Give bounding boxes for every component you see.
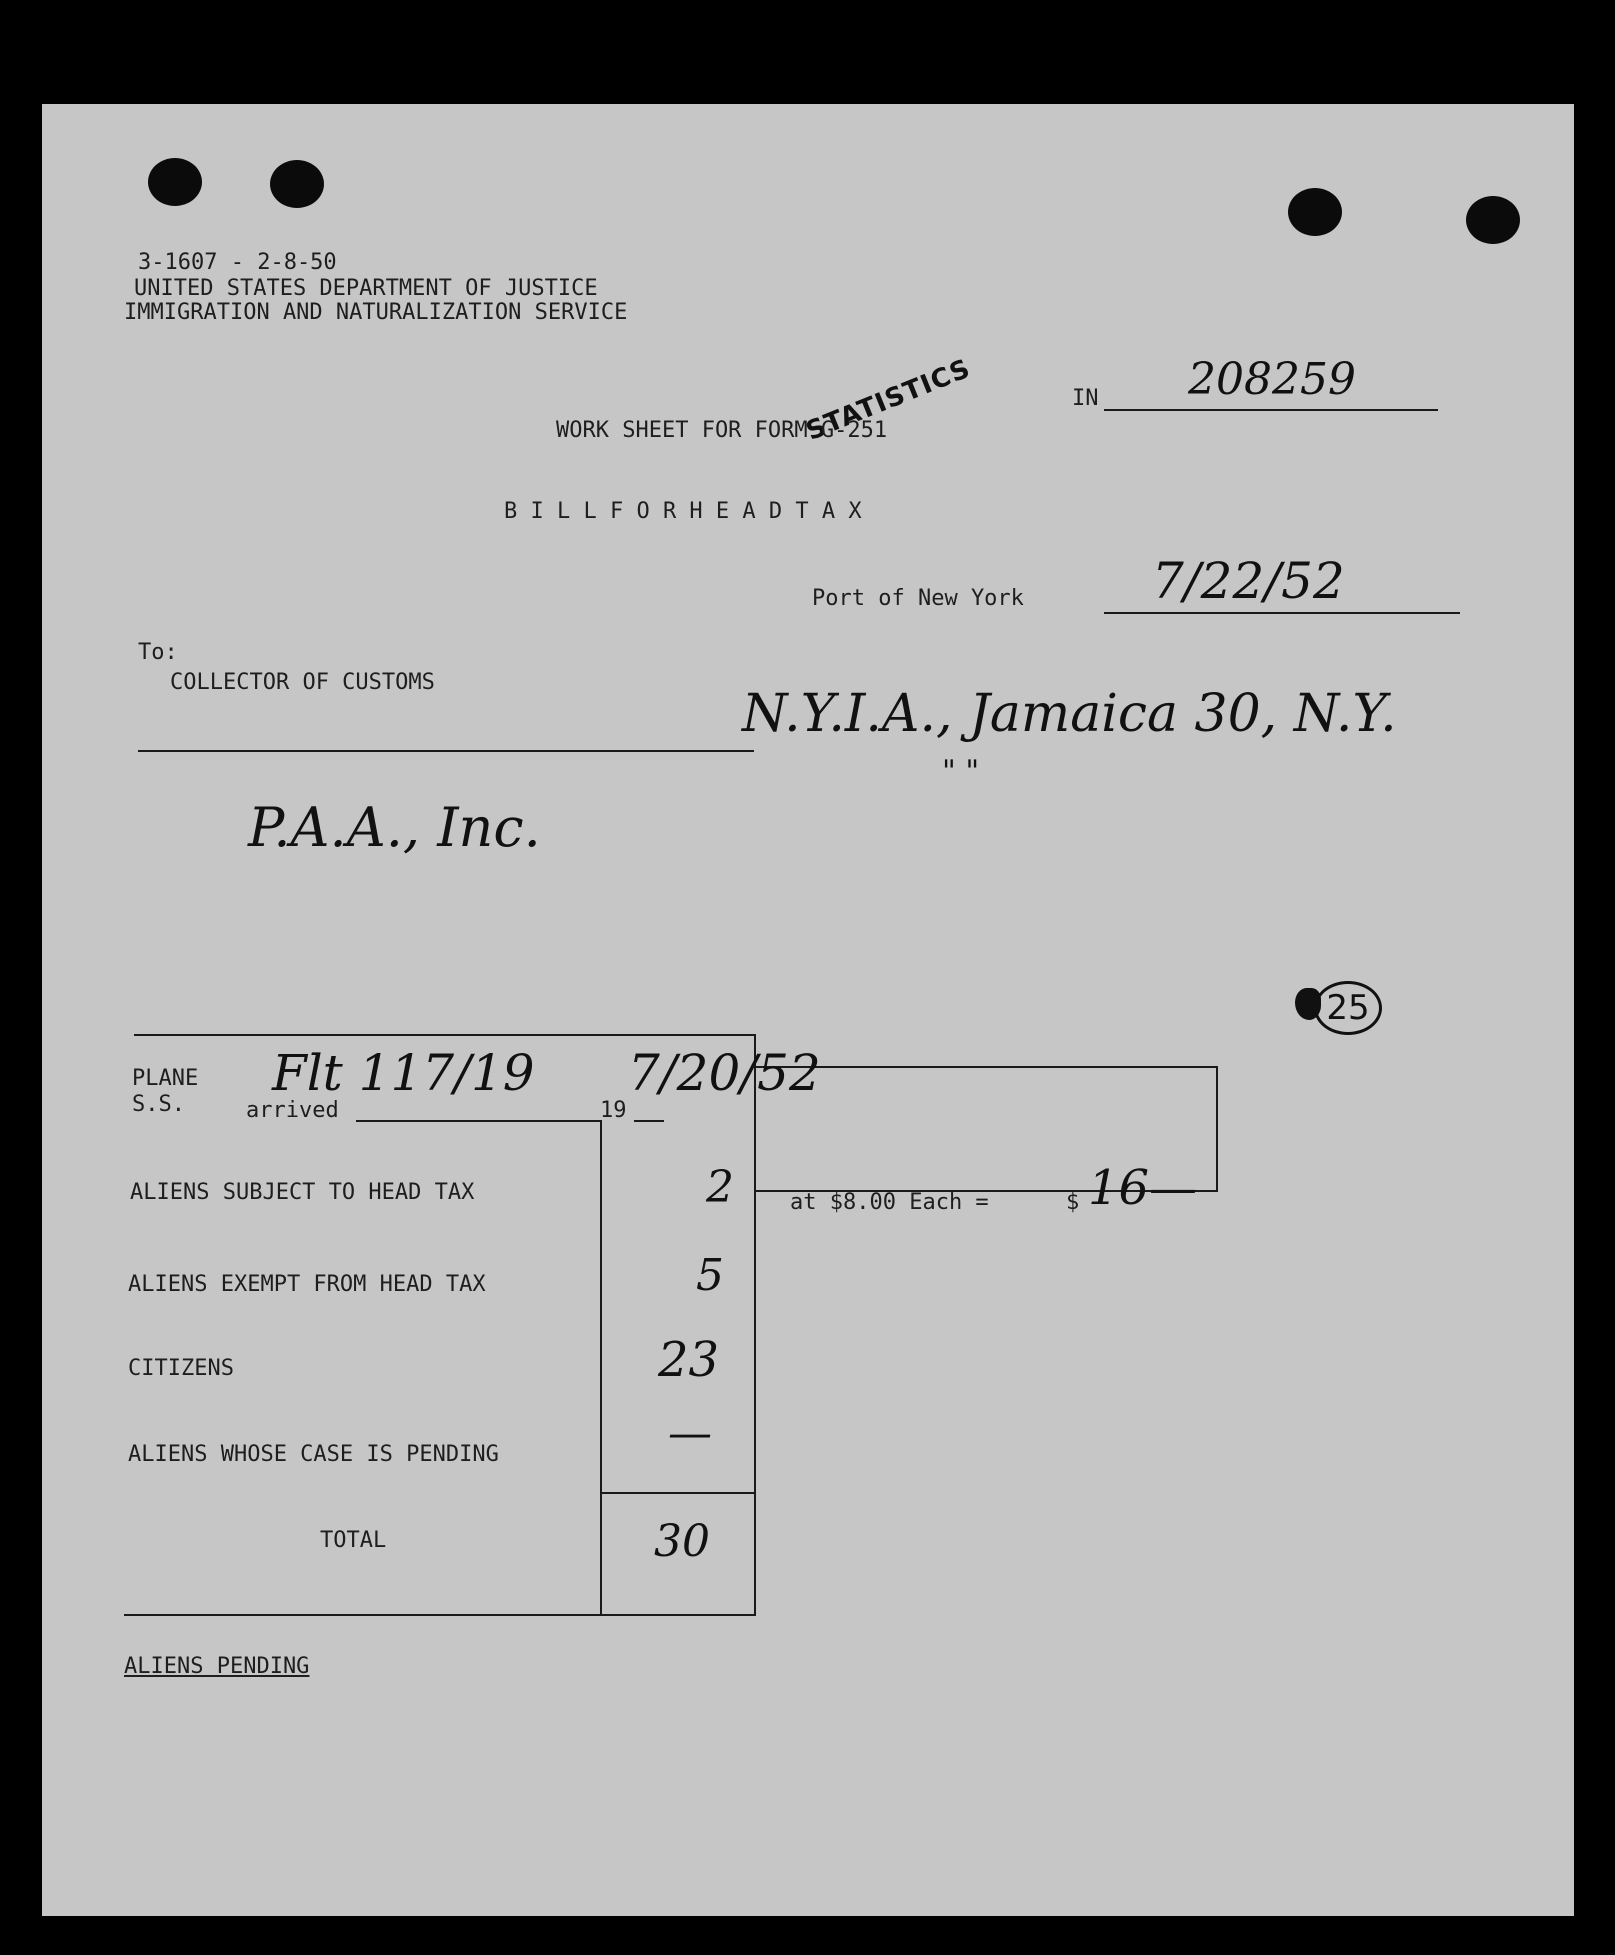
in-number-underline xyxy=(1104,409,1438,411)
rate-text: at $8.00 Each = xyxy=(790,1190,989,1215)
year-prefix: 19 xyxy=(600,1098,627,1123)
form-number: 3-1607 - 2-8-50 xyxy=(138,250,337,275)
punch-hole-2 xyxy=(270,160,324,208)
row-label-citizens: CITIZENS xyxy=(128,1356,234,1381)
in-label: IN xyxy=(1072,386,1099,411)
rate-box-right xyxy=(1216,1066,1218,1192)
ss-label: S.S. xyxy=(132,1092,185,1117)
table-bottom-rule xyxy=(124,1614,756,1616)
row-value-aliens-exempt: 5 xyxy=(696,1250,724,1301)
amount-prefix: $ xyxy=(1066,1190,1080,1215)
circled-number: 25 xyxy=(1314,981,1382,1035)
row-value-citizens: 23 xyxy=(658,1332,720,1388)
table-right-border xyxy=(754,1034,756,1616)
punch-hole-3 xyxy=(1288,188,1342,236)
row-value-aliens-pending-case: — xyxy=(668,1408,712,1459)
rate-box-top xyxy=(754,1066,1218,1068)
row-label-aliens-exempt: ALIENS EXEMPT FROM HEAD TAX xyxy=(128,1272,486,1297)
statistics-stamp: STATISTICS xyxy=(802,353,975,447)
plane-label: PLANE xyxy=(132,1066,199,1091)
port-label: Port of New York xyxy=(812,586,1024,611)
worksheet-title: WORK SHEET FOR FORM G-251 xyxy=(556,418,888,443)
arrived-underline xyxy=(356,1120,600,1122)
aliens-pending-label: ALIENS PENDING xyxy=(124,1654,310,1679)
document-page xyxy=(42,104,1574,1916)
port-date: 7/22/52 xyxy=(1152,552,1345,610)
in-number: 208259 xyxy=(1188,354,1356,405)
table-top-rule xyxy=(134,1034,756,1036)
total-value: 30 xyxy=(654,1516,710,1567)
values-column-left-border xyxy=(600,1120,602,1616)
recipient-underline xyxy=(138,750,754,752)
amount-value: 16— xyxy=(1088,1160,1198,1216)
address-handwritten: N.Y.I.A., Jamaica 30, N.Y. xyxy=(742,684,1397,744)
flight-handwritten: Flt 117/19 xyxy=(272,1044,535,1102)
arrival-date-handwritten: 7/20/52 xyxy=(628,1044,821,1102)
port-date-underline xyxy=(1104,612,1460,614)
company-handwritten: P.A.A., Inc. xyxy=(248,796,541,859)
total-label: TOTAL xyxy=(320,1528,387,1553)
row-label-aliens-subject: ALIENS SUBJECT TO HEAD TAX xyxy=(130,1180,475,1205)
punch-hole-4 xyxy=(1466,196,1520,244)
row-value-aliens-subject: 2 xyxy=(706,1162,734,1213)
ditto-marks: " " xyxy=(942,754,980,789)
arrived-label: arrived xyxy=(246,1098,339,1123)
bill-title: B I L L F O R H E A D T A X xyxy=(504,499,862,524)
service-name: IMMIGRATION AND NATURALIZATION SERVICE xyxy=(124,300,628,325)
year-underline xyxy=(634,1120,664,1122)
punch-hole-1 xyxy=(148,158,202,206)
total-row-divider xyxy=(600,1492,756,1494)
row-label-aliens-pending-case: ALIENS WHOSE CASE IS PENDING xyxy=(128,1442,499,1467)
to-label: To: xyxy=(138,640,178,665)
department-name: UNITED STATES DEPARTMENT OF JUSTICE xyxy=(134,276,598,301)
recipient-name: COLLECTOR OF CUSTOMS xyxy=(170,670,435,695)
